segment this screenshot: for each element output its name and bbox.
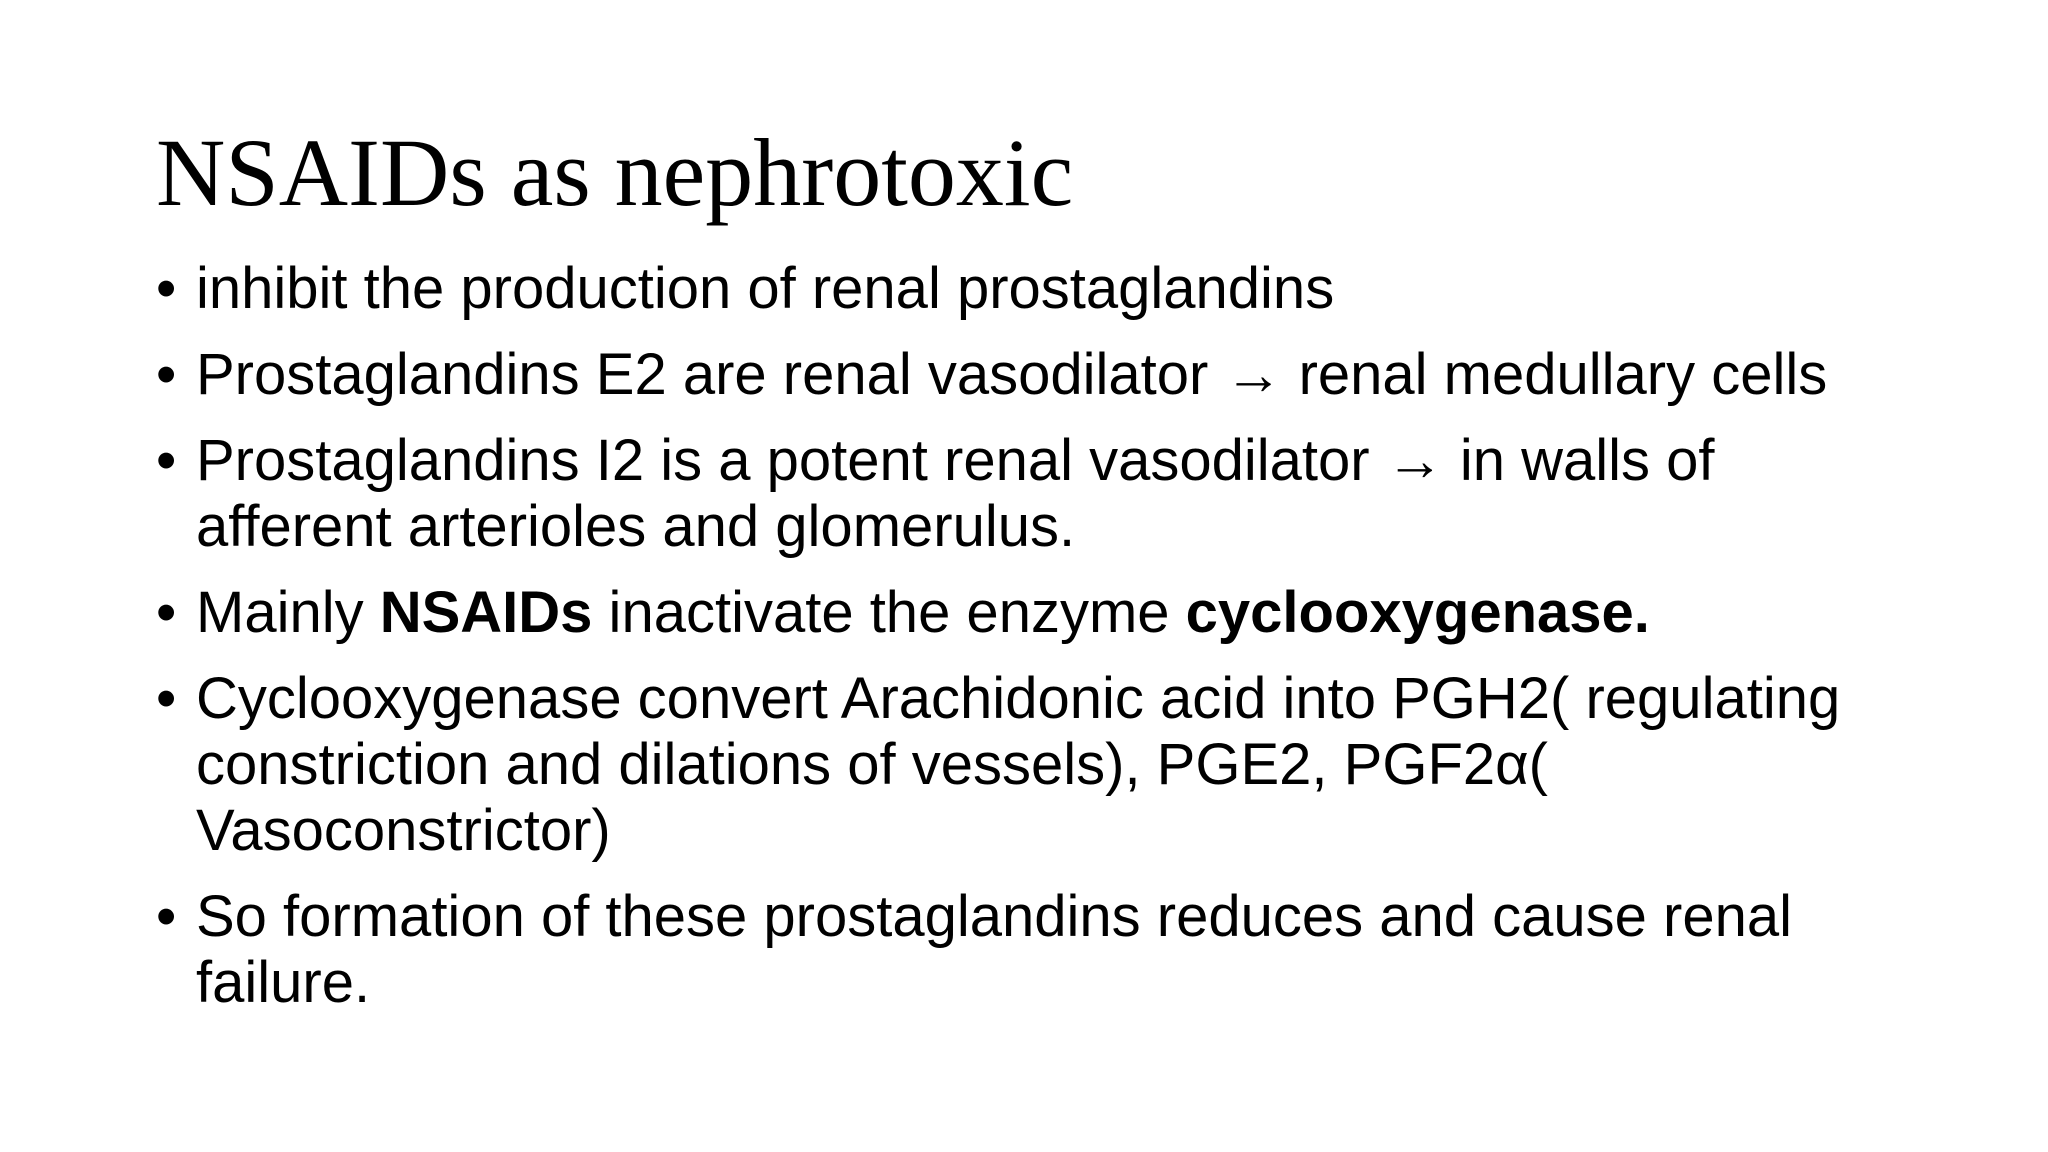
bullet-dot: • [156,428,177,493]
bullet-item [156,256,1956,322]
bullet-dot: • [156,884,177,949]
bullet-item [156,884,1956,1016]
bullet-dot: • [156,256,177,321]
bullet-text-segment: Mainly [196,580,380,645]
bullet-text-line-2: afferent arterioles and glomerulus. [196,494,1076,559]
bullet-text-line-1: Cyclooxygenase convert Arachidonic acid into PGH2( regulating [196,666,1841,731]
bullet-dot: • [156,342,177,407]
bullet-text-line-2: failure. [196,950,371,1015]
bullet-text-line-2: constriction and dilations of vessels), PGE2, PGF2α( [196,732,1548,797]
bullet-text: Prostaglandins E2 are renal vasodilator → renal medullary cells [196,342,1828,407]
slide-title: NSAIDs as nephrotoxic [156,119,1074,226]
bullet-bold-term-cyclooxygenase: cyclooxygenase. [1185,580,1650,645]
bullet-list [156,256,1956,1036]
bullet-item [156,428,1956,560]
bullet-text-segment: inactivate the enzyme [592,580,1186,645]
bullet-text: inhibit the production of renal prostaglandins [196,256,1335,321]
bullet-item [156,666,1956,864]
bullet-dot: • [156,580,177,645]
bullet-text-line-1: Prostaglandins I2 is a potent renal vasodilator → in walls of [196,428,1715,493]
bullet-text-line-3: Vasoconstrictor) [196,798,611,863]
bullet-item [156,342,1956,408]
bullet-text-line-1: So formation of these prostaglandins reduces and cause renal [196,884,1792,949]
bullet-text [196,580,1956,646]
bullet-item [156,580,1956,646]
bullet-dot: • [156,666,177,731]
bullet-bold-term-nsaids: NSAIDs [379,580,593,645]
